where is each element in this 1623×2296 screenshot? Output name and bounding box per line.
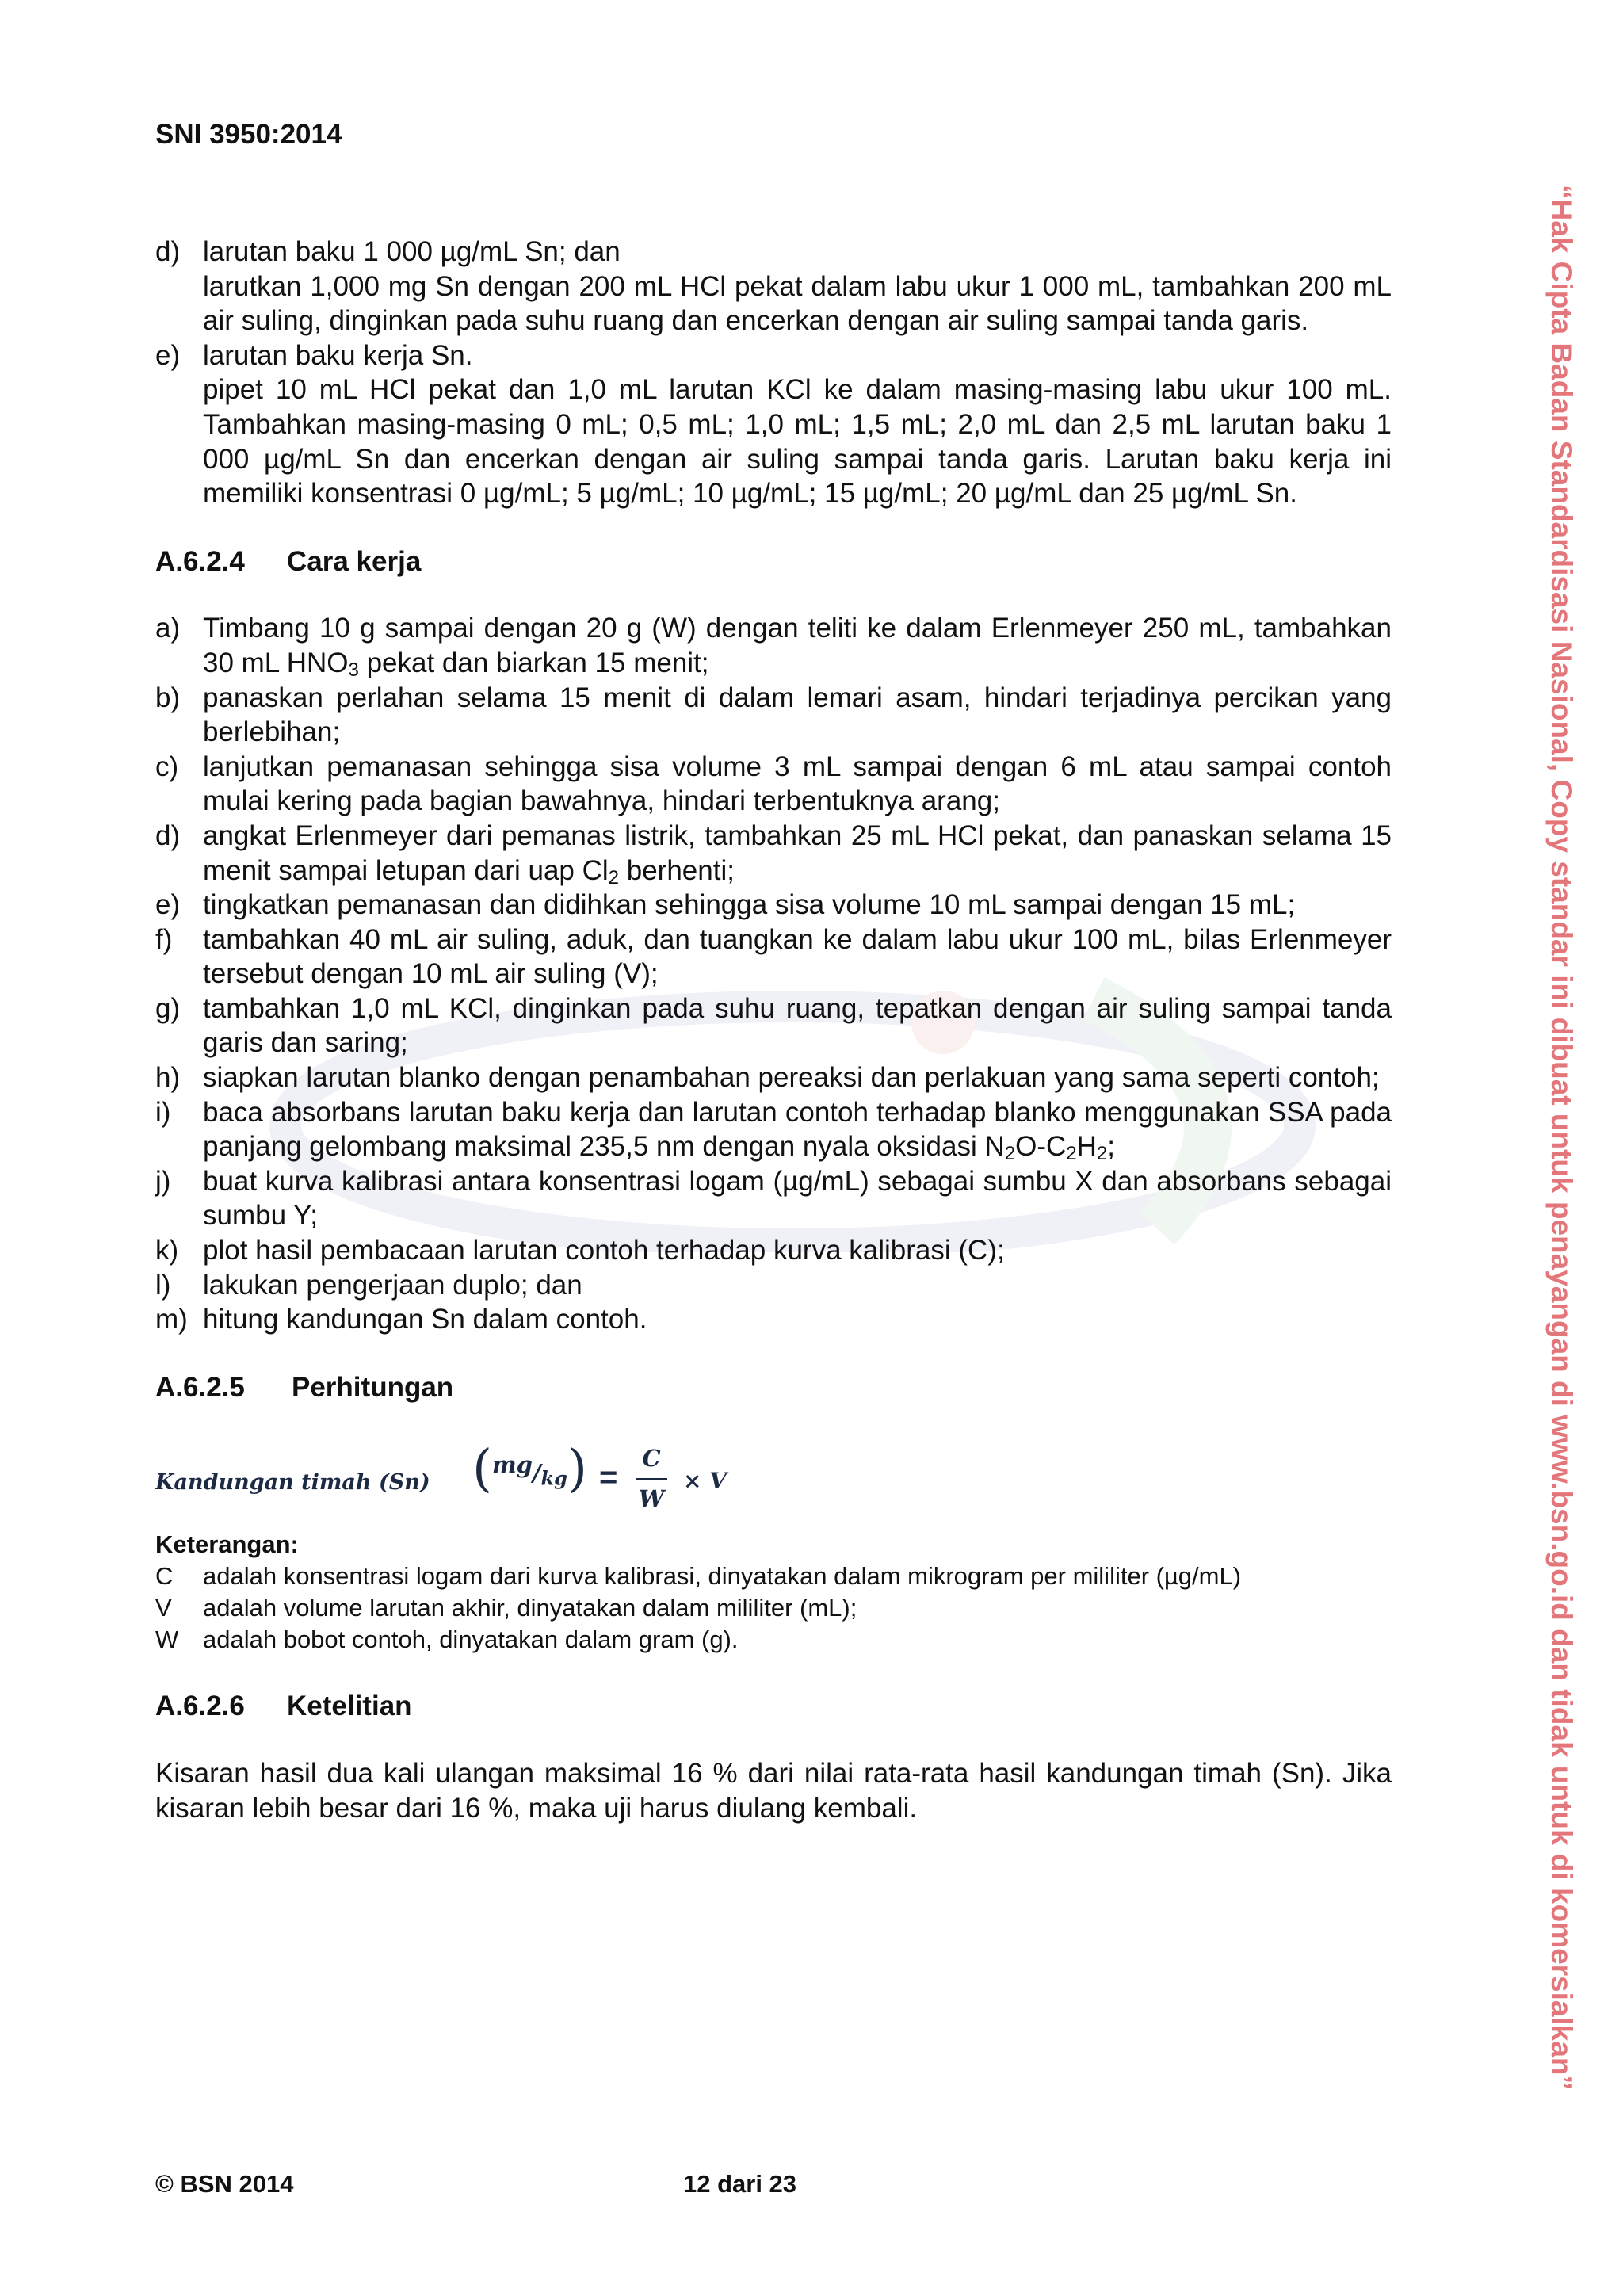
keterangan-row: V adalah volume larutan akhir, dinyatakan dalam mililiter (mL);: [155, 1594, 857, 1622]
list-label: d): [155, 819, 181, 851]
list-label: i): [155, 1096, 171, 1128]
list-item: i) baca absorbans larutan baku kerja dan larutan contoh terhadap blanko menggunakan SSA pada panjang gelombang maksimal 235,5 nm dengan nyala oksidasi $N_2O-C_2H_2$;: [155, 1096, 1392, 1165]
list-label: e): [155, 889, 181, 921]
formula-tin-content: [155, 1437, 1392, 1526]
section-heading-perhitungan: [155, 1370, 1392, 1405]
document-code: SNI 3950:2014: [155, 119, 342, 150]
procedure-steps: [155, 611, 1392, 1336]
list-item: h) siapkan larutan blanko dengan penambahan pereaksi dan perlakuan yang sama seperti contoh;: [155, 1060, 1392, 1095]
list-label: b): [155, 682, 181, 713]
list-item: g) tambahkan 1,0 mL KCl, dinginkan pada suhu ruang, tepatkan dengan air suling sampai tanda garis dan saring;: [155, 992, 1392, 1059]
footer-page-number: 12 dari 23: [683, 2170, 797, 2198]
section-title: Ketelitian: [287, 1690, 412, 1722]
keterangan-row: C adalah konsentrasi logam dari kurva kalibrasi, dinyatakan dalam mikrogram per mililiter (µg/mL): [155, 1562, 1242, 1591]
list-item: c) lanjutkan pemanasan sehingga sisa volume 3 mL sampai dengan 6 mL atau sampai contoh mulai kering pada bagian bawahnya, hindari terbentuknya arang;: [155, 751, 1392, 817]
keterangan-title: Keterangan:: [155, 1530, 299, 1559]
list-label: j): [155, 1165, 171, 1197]
reagent-title: larutan baku 1 000 µg/mL Sn; dan: [203, 236, 621, 267]
formula-equals: =: [599, 1460, 618, 1496]
list-item: e) tingkatkan pemanasan dan didihkan sehingga sisa volume 10 mL sampai dengan 15 mL;: [155, 888, 1392, 923]
list-label: a): [155, 613, 181, 644]
list-label: g): [155, 992, 181, 1024]
main-content: [155, 235, 1392, 1825]
list-label: d): [155, 236, 181, 267]
formula-fraction: C W: [636, 1442, 667, 1516]
list-label: c): [155, 751, 179, 782]
list-label: l): [155, 1269, 171, 1301]
list-item: f) tambahkan 40 mL air suling, aduk, dan tuangkan ke dalam labu ukur 100 mL, bilas Erlenmeyer tersebut dengan 10 mL air suling (V);: [155, 923, 1392, 990]
list-item: l) lakukan pengerjaan duplo; dan: [155, 1268, 1392, 1303]
keterangan-block: [155, 1529, 1392, 1656]
list-item: k) plot hasil pembacaan larutan contoh terhadap kurva kalibrasi (C);: [155, 1233, 1392, 1268]
reagent-item-d: [155, 235, 1392, 338]
formula-unit: $(^{mg}/_{kg})$: [472, 1439, 587, 1499]
section-number: A.6.2.4: [155, 545, 245, 577]
reagent-item-e: [155, 338, 1392, 511]
list-item: a) Timbang 10 g sampai dengan 20 g (W) dengan teliti ke dalam Erlenmeyer 250 mL, tambahkan 30 mL $HNO_3$ pekat dan biarkan 15 menit;: [155, 613, 1392, 681]
footer-copyright: © BSN 2014: [155, 2170, 294, 2198]
list-label: e): [155, 339, 181, 371]
reagent-description: larutkan 1,000 mg Sn dengan 200 mL HCl pekat dalam labu ukur 1 000 mL, tambahkan 200 mL air suling, dinginkan pada suhu ruang dan encerkan dengan air suling sampai tanda garis.: [203, 270, 1392, 337]
reagent-title: larutan baku kerja Sn.: [203, 339, 473, 371]
section-title: Cara kerja: [287, 545, 422, 577]
section-heading-ketelitian: [155, 1689, 1392, 1724]
copyright-watermark: [1537, 178, 1585, 2096]
formula-label: Kandungan timah (Sn): [155, 1470, 430, 1496]
list-item: d) angkat Erlenmeyer dari pemanas listrik, tambahkan 25 mL HCl pekat, dan panaskan selama 15 menit sampai letupan dari uap $Cl_2$ berhenti;: [155, 819, 1392, 888]
section-heading-cara-kerja: [155, 544, 1392, 579]
list-label: k): [155, 1235, 179, 1266]
keterangan-row: W adalah bobot contoh, dinyatakan dalam gram (g).: [155, 1626, 739, 1654]
list-label: m): [155, 1304, 188, 1335]
reagent-description: pipet 10 mL HCl pekat dan 1,0 mL larutan KCl ke dalam masing-masing labu ukur 100 mL. Tambahkan masing-masing 0 mL; 0,5 mL; 1,0 mL; 1,5 mL; 2,0 mL dan 2,5 mL larutan baku 1 000 µg/mL Sn dan encerkan dengan air suling sampai tanda garis. Larutan baku kerja ini memiliki konsentrasi 0 µg/mL; 5 µg/mL; 10 µg/mL; 15 µg/mL; 20 µg/mL dan 25 µg/mL Sn.: [203, 374, 1392, 510]
section-title: Perhitungan: [292, 1371, 454, 1403]
list-item: m) hitung kandungan Sn dalam contoh.: [155, 1302, 1392, 1337]
formula-multiplier: × V: [683, 1468, 727, 1495]
watermark-text: “Hak Cipta Badan Standardisasi Nasional, Copy standar ini dibuat untuk penayangan di www.bsn.go.id dan tidak untuk di komersialkan”: [1545, 184, 1579, 2091]
list-label: h): [155, 1062, 181, 1094]
ketelitian-paragraph: Kisaran hasil dua kali ulangan maksimal 16 % dari nilai rata-rata hasil kandungan timah (Sn). Jika kisaran lebih besar dari 16 %, maka uji harus diulang kembali.: [155, 1758, 1392, 1824]
list-item: j) buat kurva kalibrasi antara konsentrasi logam (µg/mL) sebagai sumbu X dan absorbans sebagai sumbu Y;: [155, 1165, 1392, 1232]
section-number: A.6.2.5: [155, 1371, 245, 1403]
section-number: A.6.2.6: [155, 1690, 245, 1722]
list-item: b) panaskan perlahan selama 15 menit di dalam lemari asam, hindari terjadinya percikan yang berlebihan;: [155, 682, 1392, 748]
list-label: f): [155, 923, 173, 955]
